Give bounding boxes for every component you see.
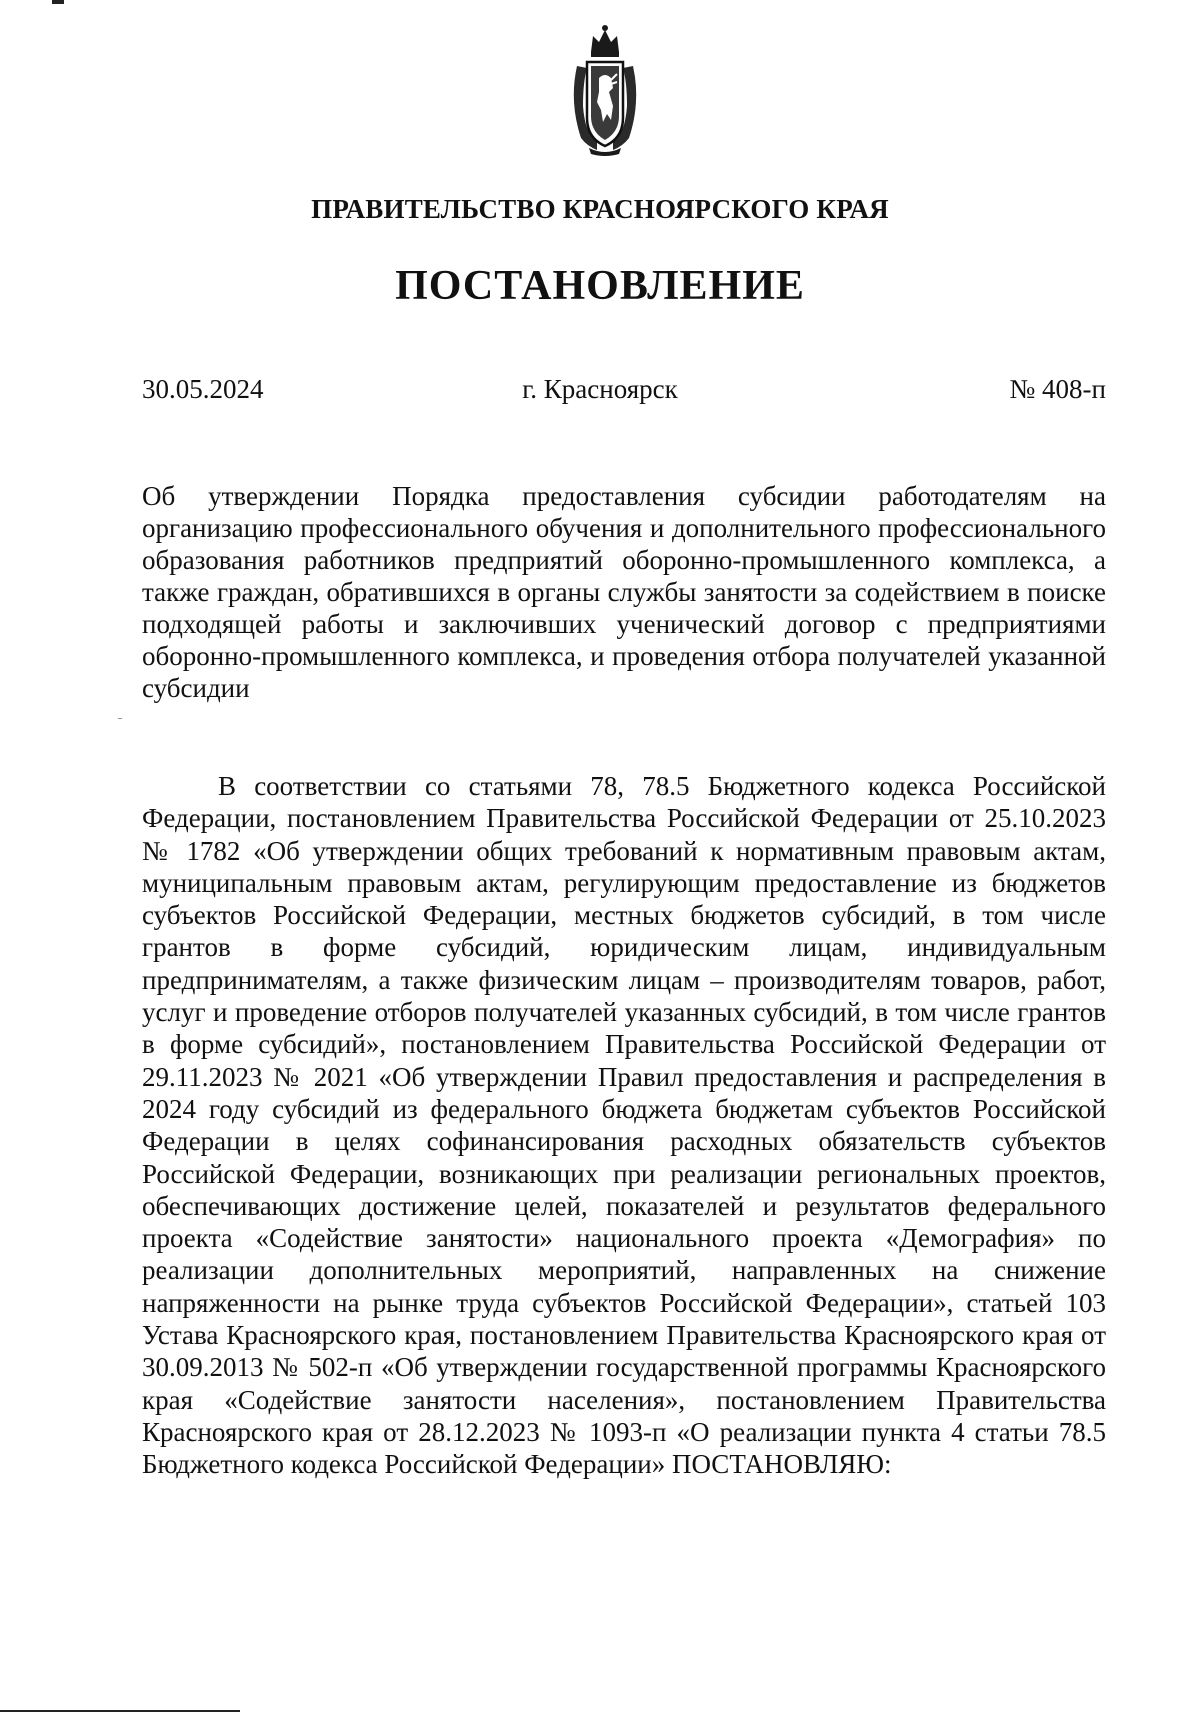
scan-mark <box>52 0 64 4</box>
document-type-heading: ПОСТАНОВЛЕНИЕ <box>395 263 805 309</box>
document-number: № 408-п <box>1009 374 1106 404</box>
footer-rule <box>0 1710 240 1712</box>
body-paragraph: В соответствии со статьями 78, 78.5 Бюджетного кодекса Российской Федерации, постановлением Правительства Российской Федерации от 25.10.2023 № 1782 «Об утверждении общих требований к нормативным правовым актам, муниципальным правовым актам, регулирующим предоставление из бюджетов субъектов Российской Федерации, местных бюджетов субсидий, в том числе грантов в форме субсидий, юридическим лицам, индивидуальным предпринимателям, а также физическим лицам – производителям товаров, работ, услуг и проведение отборов получателей указанных субсидий, в том числе грантов в форме субсидий», постановлением Правительства Российской Федерации от 29.11.2023 № 2021 «Об утверждении Правил предоставления и распределения в 2024 году субсидий из федерального бюджета бюджетам субъектов Российской Федерации в целях софинансирования расходных обязательств субъектов Российской Федерации, возникающих при реализации региональных проектов, обеспечивающих достижение целей, показателей и результатов федерального проекта «Содействие занятости» национального проекта «Демография» по реализации дополнительных мероприятий, направленных на снижение напряженности на рынке труда субъектов Российской Федерации», статьей 103 Устава Красноярского края, постановлением Правительства Красноярского края от 30.09.2013 № 502-п «Об утверждении государственной программы Красноярского края «Содействие занятости населения», постановлением Правительства Красноярского края от 28.12.2023 № 1093-п «О реализации пункта 4 статьи 78.5 Бюджетного кодекса Российской Федерации» ПОСТАНОВЛЯЮ: <box>142 771 1106 1480</box>
scan-artifact <box>118 718 122 719</box>
document-title: Об утверждении Порядка предоставления субсидии работодателям на организацию профессионального обучения и дополнительного профессионального образования работников предприятий оборонно-промышленного комплекса, а также граждан, обратившихся в органы службы занятости за содействием в поиске подходящей работы и заключивших ученический договор с предприятиями оборонно-промышленного комплекса, и проведения отбора получателей указанной субсидии <box>142 481 1106 703</box>
document-city: г. Красноярск <box>522 374 678 404</box>
issuing-authority: ПРАВИТЕЛЬСТВО КРАСНОЯРСКОГО КРАЯ <box>311 194 889 224</box>
document-date: 30.05.2024 <box>142 374 264 404</box>
coat-of-arms-icon <box>567 22 643 156</box>
